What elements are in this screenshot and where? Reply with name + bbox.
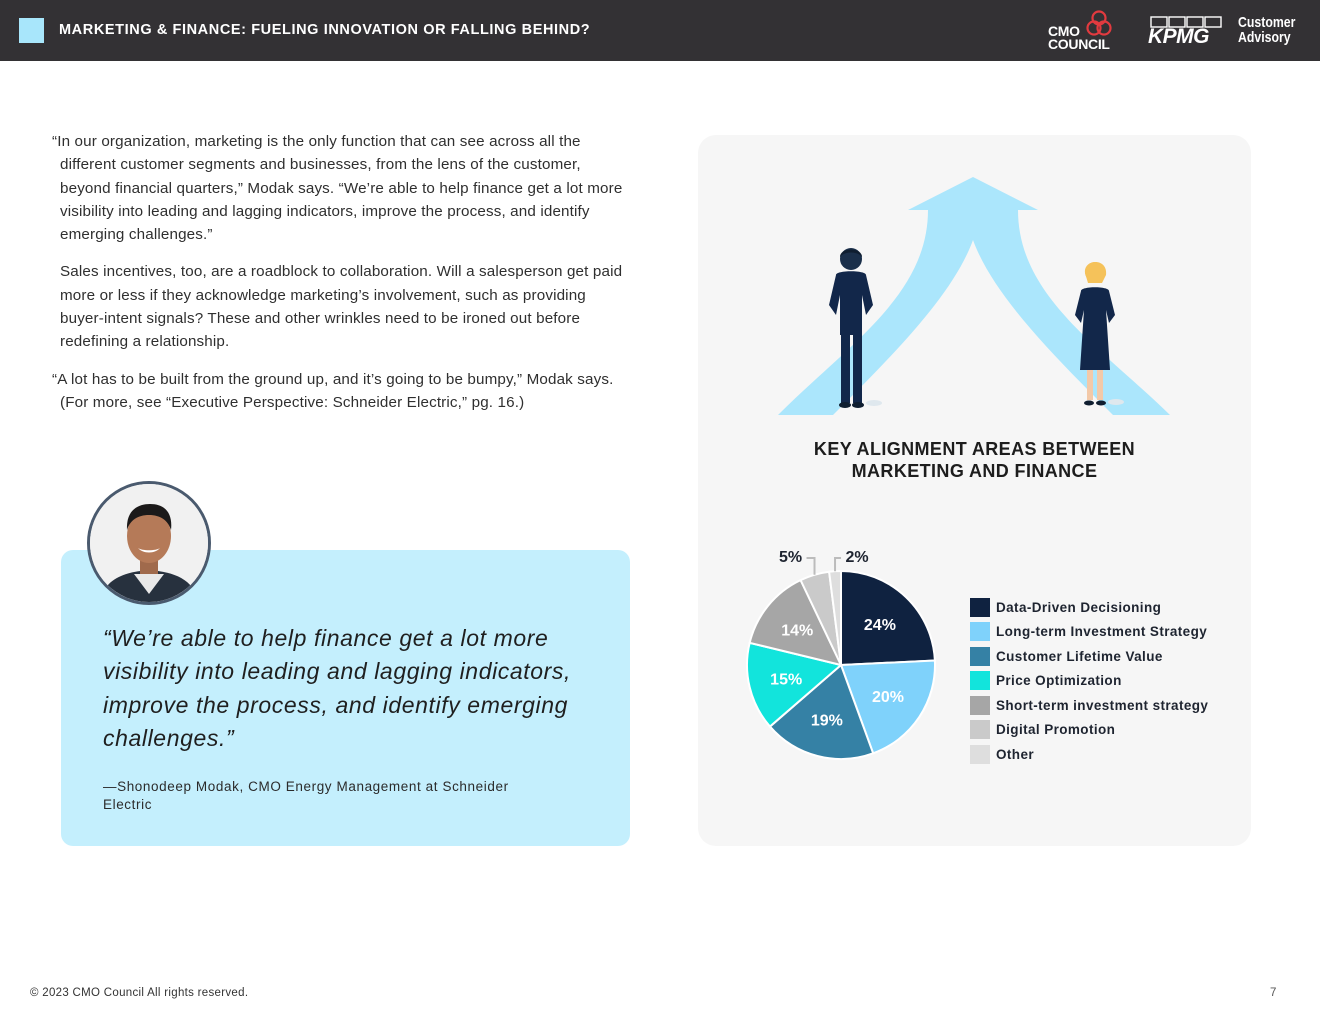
portrait-icon xyxy=(90,484,208,602)
legend-item xyxy=(970,693,1245,718)
avatar xyxy=(87,481,211,605)
pie-data-label: 2% xyxy=(845,549,869,566)
body-paragraph: “In our organization, marketing is the only function that can see across all the different customer segments and businesses, from the lens of the customer, beyond financial quarters,” Modak says. “We’re able to help finance get a lot more visibility into leading and lagging indicators, improve the process, and identify emerging challenges.” xyxy=(52,133,623,244)
body-text xyxy=(52,130,627,428)
customer-advisory-line1: Customer xyxy=(1238,14,1296,31)
cmo-council-logo xyxy=(1046,10,1116,52)
kpmg-wordmark: KPMG xyxy=(1148,25,1209,48)
pie-data-label: 5% xyxy=(778,549,803,566)
legend-item xyxy=(970,595,1245,620)
quote-attribution: —Shonodeep Modak, CMO Energy Management at Schneider Electric xyxy=(103,779,509,812)
legend-swatch xyxy=(970,696,990,715)
chart-legend xyxy=(970,595,1245,767)
body-paragraph: Sales incentives, too, are a roadblock to collaboration. Will a salesperson get paid more or less if they acknowledge marketing’s involvement, such as providing buyer-intent signals? These and other wrinkles need to be ironed out before redefining a relationship. xyxy=(60,263,623,351)
cmo-logo-line2: COUNCIL xyxy=(1048,36,1110,52)
legend-label: Digital Promotion xyxy=(996,722,1116,738)
legend-label: Long-term Investment Strategy xyxy=(996,624,1208,640)
legend-swatch xyxy=(970,671,990,690)
legend-label: Short-term investment strategy xyxy=(996,697,1209,713)
customer-advisory-logo xyxy=(1238,15,1295,45)
legend-label: Customer Lifetime Value xyxy=(996,648,1163,664)
legend-item xyxy=(970,742,1245,767)
diverging-paths-illustration xyxy=(778,175,1173,420)
chart-title-line2: MARKETING AND FINANCE xyxy=(851,461,1098,481)
legend-swatch xyxy=(970,745,990,764)
legend-label: Other xyxy=(996,746,1035,762)
legend-swatch xyxy=(970,598,990,617)
chart-title-line1: KEY ALIGNMENT AREAS BETWEEN xyxy=(813,439,1136,459)
pie-leader-line xyxy=(835,558,841,571)
pie-data-label: 20% xyxy=(871,689,904,707)
pie-data-label: 19% xyxy=(810,712,843,730)
legend-item xyxy=(970,718,1245,743)
legend-item xyxy=(970,669,1245,694)
header-title: MARKETING & FINANCE: FUELING INNOVATION OR FALLING BEHIND? xyxy=(59,22,591,38)
page-header xyxy=(0,0,1320,61)
legend-item xyxy=(970,620,1245,645)
body-paragraph: “A lot has to be built from the ground up, and it’s going to be bumpy,” Modak says. (For more, see “Executive Perspective: Schneider Electric,” pg. 16.) xyxy=(52,370,614,411)
page-number: 7 xyxy=(1270,987,1277,999)
footer-copyright: © 2023 CMO Council All rights reserved. xyxy=(30,987,249,999)
cmo-logo-line1: CMO xyxy=(1048,23,1080,39)
chart-panel xyxy=(698,135,1251,846)
pie-chart xyxy=(738,540,948,780)
kpmg-logo xyxy=(1148,15,1224,47)
legend-swatch xyxy=(970,720,990,739)
pie-data-label: 24% xyxy=(863,617,896,635)
legend-label: Price Optimization xyxy=(996,673,1122,689)
legend-label: Data-Driven Decisioning xyxy=(996,599,1162,615)
legend-swatch xyxy=(970,647,990,666)
cmo-rings-icon xyxy=(1086,10,1112,38)
legend-swatch xyxy=(970,622,990,641)
header-accent-square xyxy=(19,18,44,43)
pie-leader-line xyxy=(807,558,815,575)
pie-data-label: 14% xyxy=(781,622,814,640)
pull-quote: “We’re able to help finance get a lot more visibility into leading and lagging indicators, improve the process, and identify emerging challenges.” xyxy=(103,625,572,752)
legend-item xyxy=(970,644,1245,669)
pie-data-label: 15% xyxy=(770,671,803,689)
chart-title xyxy=(698,438,1251,482)
customer-advisory-line2: Advisory xyxy=(1238,29,1291,46)
